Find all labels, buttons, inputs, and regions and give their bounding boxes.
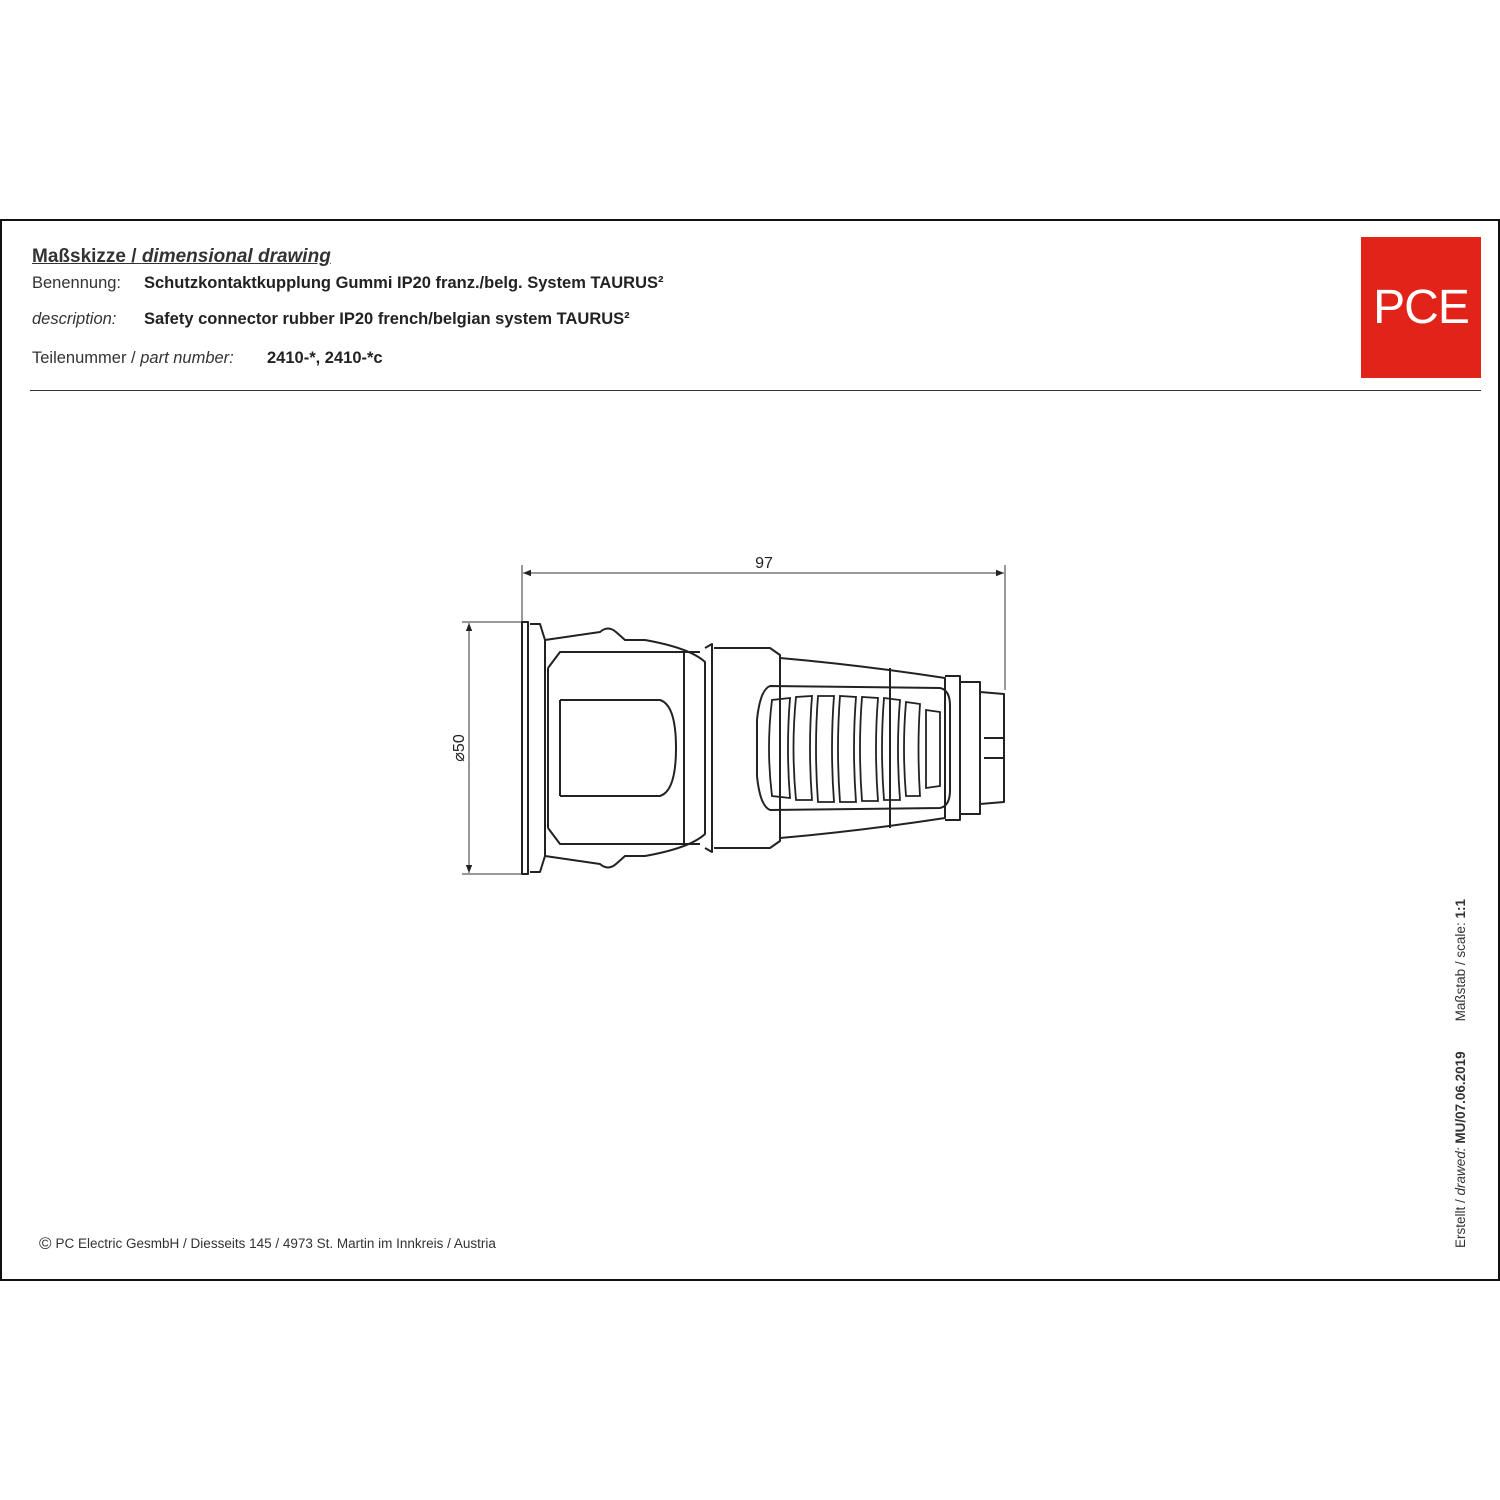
svg-text:⌀50: ⌀50 [451, 734, 468, 762]
description-label: description: [32, 310, 117, 328]
copyright-icon: © [39, 1234, 52, 1253]
name-value: Schutzkontaktkupplung Gummi IP20 franz./belg. System TAURUS² [144, 274, 664, 292]
connector-outline [522, 622, 1004, 874]
name-label: Benennung: [32, 274, 122, 292]
drawing-title: Maßskizze / dimensional drawing [32, 246, 331, 267]
part-number-value: 2410-*, 2410-*c [267, 349, 383, 367]
footer-address: © PC Electric GesmbH / Diesseits 145 / 4973 St. Martin im Innkreis / Austria [39, 1234, 496, 1253]
length-value: 97 [755, 555, 773, 572]
pce-logo: PCE [1361, 237, 1481, 378]
part-number-label: Teilenummer / part number: [32, 349, 234, 367]
description-value: Safety connector rubber IP20 french/belgian system TAURUS² [144, 310, 630, 328]
side-note: Erstellt / drawed: MU/07.06.2019 Maßstab / scale: 1:1 [1453, 899, 1468, 1248]
grip-ribs [769, 696, 940, 802]
diameter-dimension [462, 622, 522, 874]
diameter-label [451, 734, 468, 762]
length-dimension [522, 565, 1005, 690]
